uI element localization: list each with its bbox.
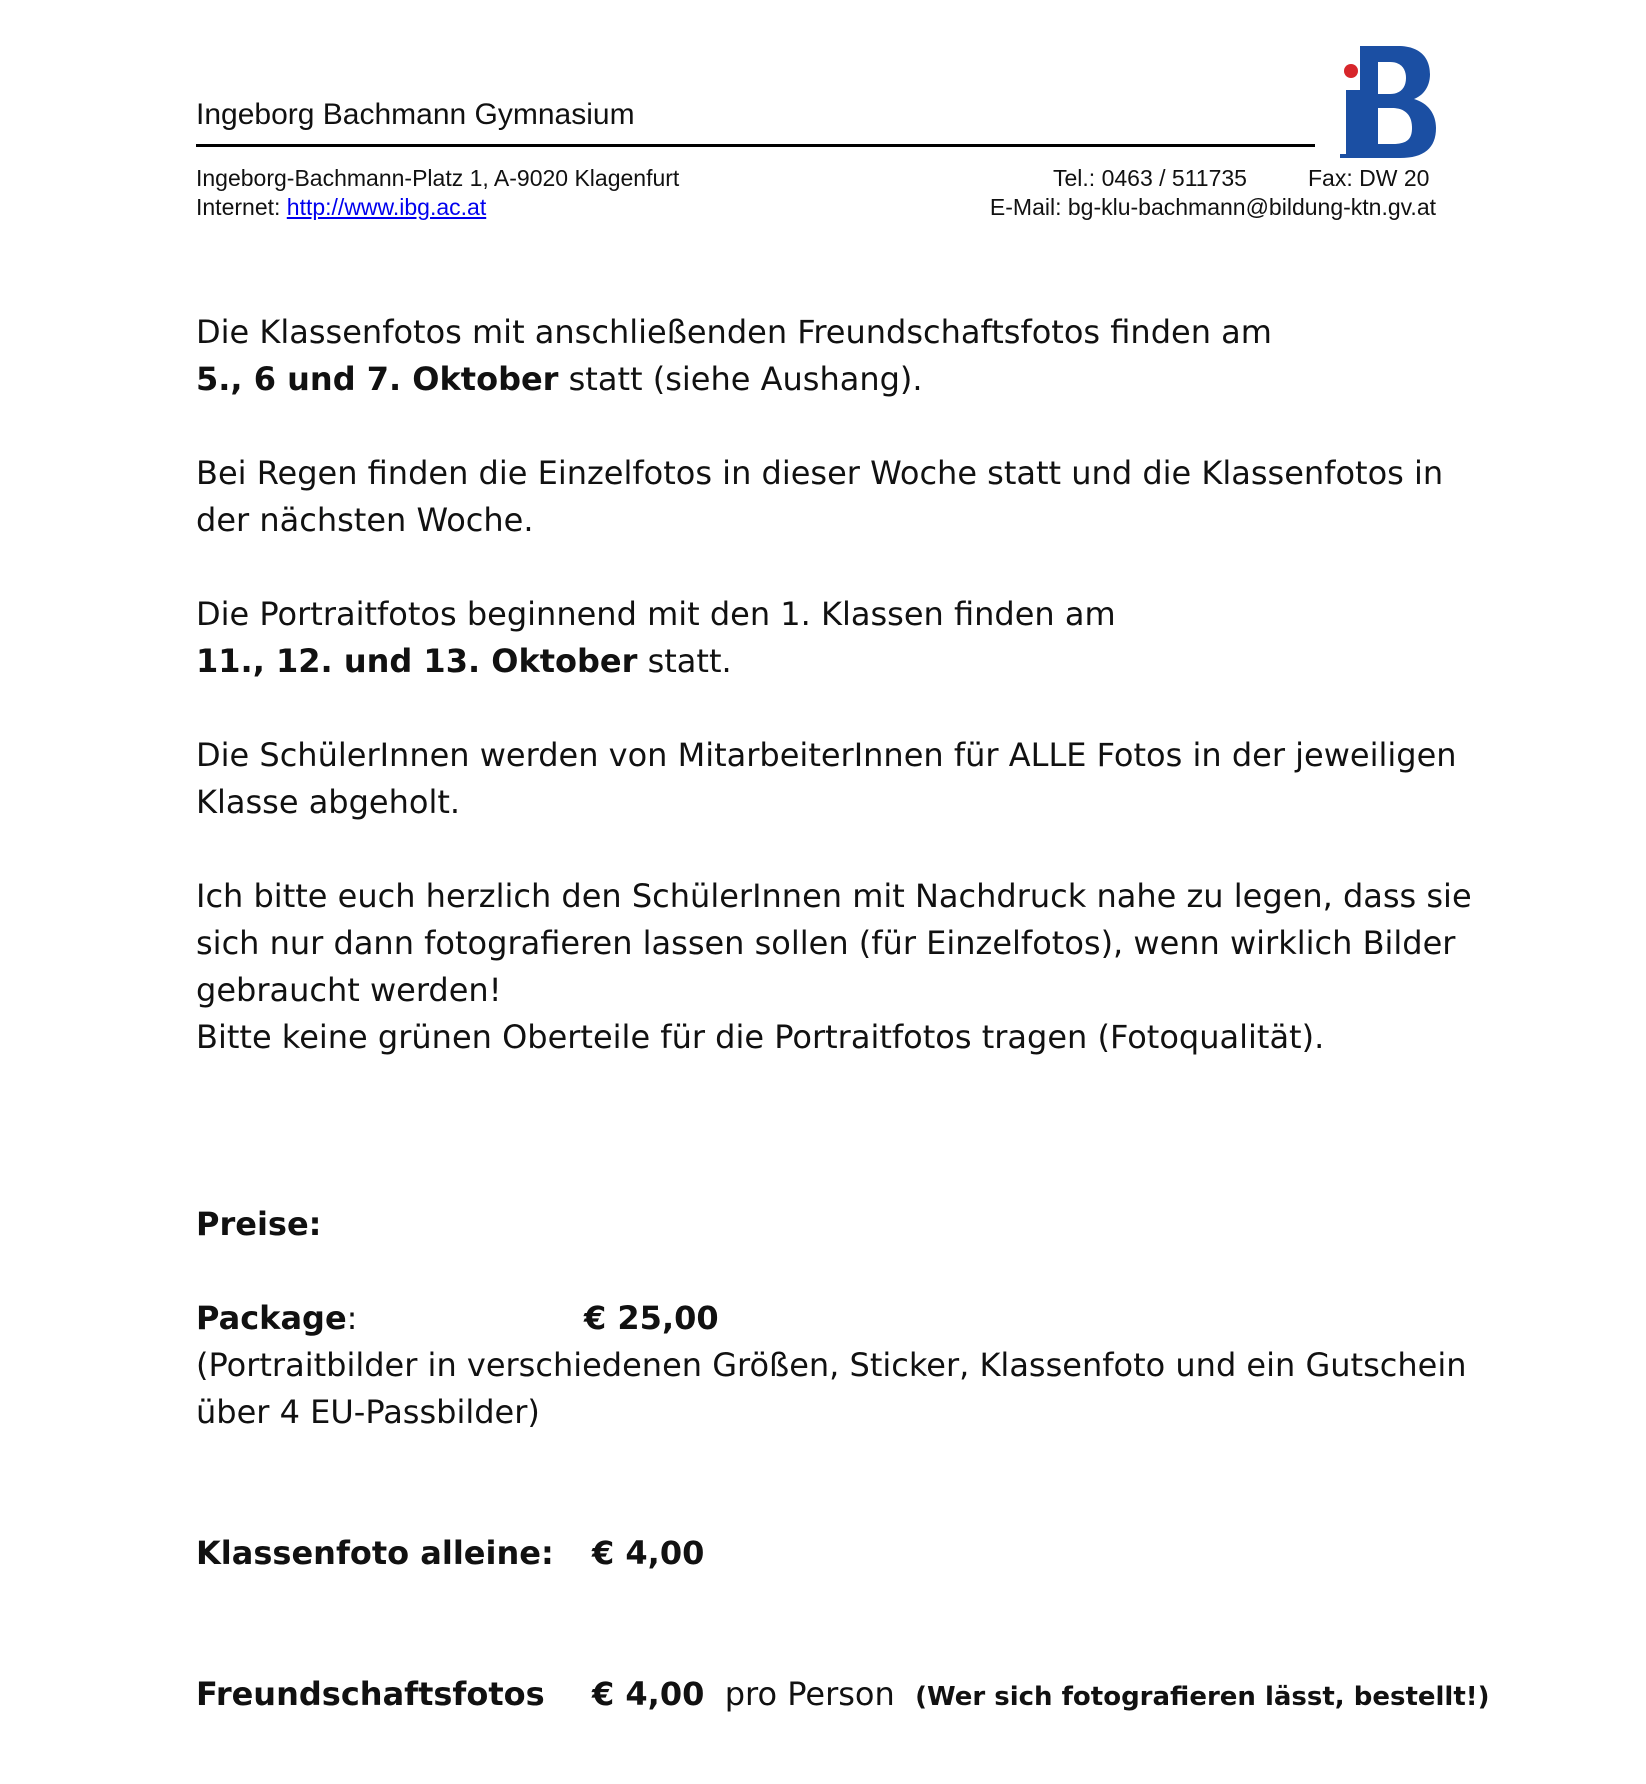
p1-dates: 5., 6 und 7. Oktober	[196, 360, 559, 398]
website-link[interactable]: http://www.ibg.ac.at	[286, 194, 487, 220]
p3-dates: 11., 12. und 13. Oktober	[196, 642, 638, 680]
p2-line1: Bei Regen finden die Einzelfotos in dieser Woche statt und die Klassenfotos in	[196, 454, 1444, 492]
school-name: Ingeborg Bachmann Gymnasium	[196, 98, 635, 131]
p1-line2: 5., 6 und 7. Oktober statt (siehe Aushang).	[196, 360, 923, 398]
logo-dot	[1344, 64, 1358, 78]
p3-line2: 11., 12. und 13. Oktober statt.	[196, 642, 732, 680]
friendship-photo-note: (Wer sich fotografieren lässt, bestellt!)	[915, 1682, 1490, 1712]
p4-line2: Klasse abgeholt.	[196, 783, 461, 821]
p1-line1: Die Klassenfotos mit anschließenden Freundschaftsfotos finden am	[196, 313, 1272, 351]
p4-line1: Die SchülerInnen werden von MitarbeiterInnen für ALLE Fotos in der jeweiligen	[196, 736, 1457, 774]
internet-label: Internet:	[196, 194, 287, 220]
p5-line1: Ich bitte euch herzlich den SchülerInnen mit Nachdruck nahe zu legen, dass sie	[196, 877, 1472, 915]
package-desc-line1: (Portraitbilder in verschiedenen Größen, Sticker, Klassenfoto und ein Gutschein	[196, 1346, 1467, 1384]
telephone: Tel.: 0463 / 511735	[1053, 165, 1247, 191]
friendship-photo-unit: pro Person	[724, 1675, 895, 1713]
paragraph-request	[196, 873, 1472, 1061]
friendship-photo-label: Freundschaftsfotos	[196, 1675, 545, 1713]
class-photo-label: Klassenfoto alleine:	[196, 1534, 554, 1572]
paragraph-class-photos	[196, 309, 1272, 403]
p3-line1: Die Portraitfotos beginnend mit den 1. Klassen finden am	[196, 595, 1116, 633]
p5-line3: gebraucht werden!	[196, 971, 502, 1009]
p2-line2: der nächsten Woche.	[196, 501, 534, 539]
friendship-photo-price-row	[592, 1671, 1490, 1721]
paragraph-portrait	[196, 591, 1116, 685]
friendship-photo-price: € 4,00	[592, 1675, 705, 1713]
class-photo-price: € 4,00	[592, 1534, 705, 1572]
package-label: Package	[196, 1299, 347, 1337]
package-description	[196, 1342, 1466, 1436]
address: Ingeborg-Bachmann-Platz 1, A-9020 Klagenfurt	[196, 165, 680, 191]
package-desc-line2: über 4 EU-Passbilder)	[196, 1393, 540, 1431]
internet-line	[196, 194, 486, 221]
paragraph-rain	[196, 450, 1443, 544]
header-rule	[196, 144, 1315, 147]
package-row: Package:	[196, 1299, 358, 1337]
email: E-Mail: bg-klu-bachmann@bildung-ktn.gv.at	[989, 194, 1436, 220]
package-price: € 25,00	[584, 1299, 719, 1337]
school-logo	[1338, 44, 1438, 162]
paragraph-pickup	[196, 732, 1457, 826]
prices-heading: Preise:	[196, 1205, 322, 1243]
p5-line2: sich nur dann fotografieren lassen sollen (für Einzelfotos), wenn wirklich Bilder	[196, 924, 1456, 962]
p5-line4: Bitte keine grünen Oberteile für die Portraitfotos tragen (Fotoqualität).	[196, 1018, 1325, 1056]
fax: Fax: DW 20	[1308, 165, 1430, 191]
